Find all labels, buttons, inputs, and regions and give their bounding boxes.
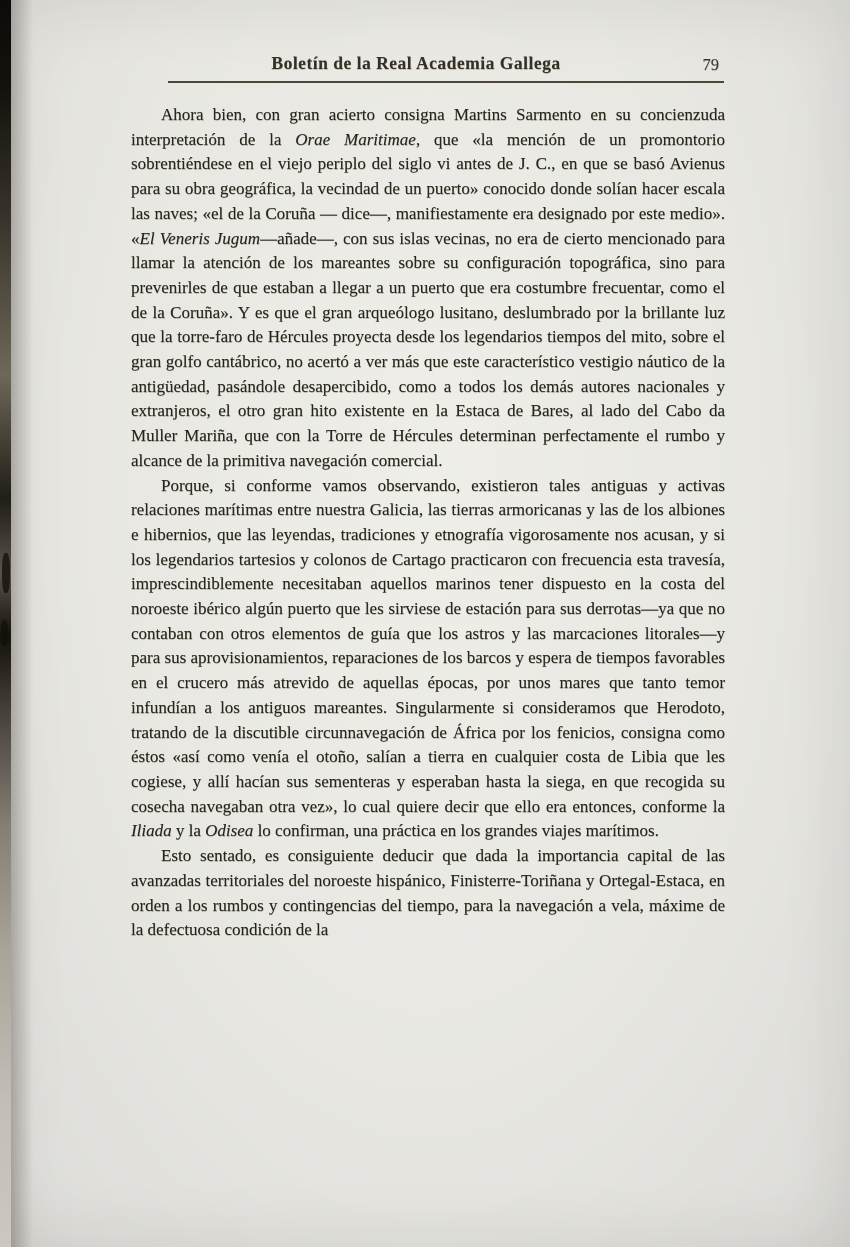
- page-number: 79: [702, 55, 719, 74]
- text-block: [131, 103, 725, 943]
- italic-text: Iliada: [131, 821, 172, 841]
- paragraph: [131, 474, 725, 845]
- paragraph: [131, 103, 725, 474]
- text-segment: , que «la mención de un promontorio sobrentiéndese en el viejo periplo del siglo vi antes de J. C., en que se basó Avienus para su obra geográfica, la vecindad de un puerto» conocido donde solían hacer escala las naves; «el de la Coruña — dice—, manifiestamente era designado por este medio». «: [131, 129, 726, 248]
- scan-artifact: [1, 620, 8, 646]
- italic-text: El Veneris Jugum: [139, 228, 261, 248]
- text-segment: y la: [171, 821, 206, 841]
- text-segment: Esto sentado, es consiguiente deducir que dada la importancia capital de las avanzadas territoriales del noroeste hispánico, Finisterre-Toriñana y Ortegal-Estaca, en orden a los rumbos y contingencias del tiempo, para la navegación a vela, máxime de la defectuosa condición de la: [131, 846, 725, 940]
- text-segment: Ahora bien, con gran acierto consigna Martins Sarmento en su concienzuda interpretación de la: [131, 105, 725, 149]
- scan-artifact: [2, 553, 10, 593]
- paragraph: [131, 844, 725, 943]
- text-segment: lo confirman, una práctica en los grandes viajes marítimos.: [253, 821, 659, 841]
- text-segment: Porque, si conforme vamos observando, existieron tales antiguas y activas relaciones marítimas entre nuestra Galicia, las tierras armoricanas y las de los albiones e hibernios, que las leyendas, tradiciones y etnografía vigorosamente nos acusan, y si los legendarios tartesios y colonos de Cartago practicaron con frecuencia esta travesía, imprescindiblemente necesitaban aquellos marinos tener dispuesto en la costa del noroeste ibérico algún puerto que les sirviese de estación para sus derrotas—ya que no contaban con otros elementos de guía que los astros y las marcaciones litorales—y para sus aprovisionamientos, reparaciones de los barcos y espera de tiempos favorables en el crucero más atrevido de aquellas épocas, por unos mares que tanto temor infundían a los antiguos mareantes. Singularmente si consideramos que Herodoto, tratando de la discutible circunnavegación de África por los fenicios, consigna como éstos «así como venía el otoño, salían a tierra en cualquier costa de Libia que les cogiese, y allí hacían sus sementeras y esperaban hasta la siega, en que recogida su cosecha navegaban otra vez», lo cual quiere decir que ello era entonces, conforme la: [131, 475, 725, 816]
- binding-shadow-fade: [11, 0, 33, 1247]
- journal-title: Boletín de la Real Academia Gallega: [271, 53, 561, 73]
- page-header: [168, 50, 724, 83]
- italic-text: Orae Maritimae: [295, 129, 416, 149]
- text-segment: —añade—, con sus islas vecinas, no era de cierto mencionado para llamar la atención de los mareantes sobre su configuración topográfica, sino para prevenirles de que estaban a llegar a un puerto que era costumbre frecuentar, como el de la Coruña». Y es que el gran arqueólogo lusitano, deslumbrado por la brillante luz que la torre-faro de Hércules proyecta desde los legendarios tiempos del mito, sobre el gran golfo cantábrico, no acertó a ver más que este característico vestigio náutico de la antigüedad, pasándole desapercibido, como a todos los demás autores nacionales y extranjeros, el otro gran hito existente en la Estaca de Bares, al lado del Cabo da Muller Mariña, que con la Torre de Hércules determinan perfectamente el rumbo y alcance de la primitiva navegación comercial.: [131, 228, 725, 470]
- italic-text: Odisea: [205, 821, 254, 841]
